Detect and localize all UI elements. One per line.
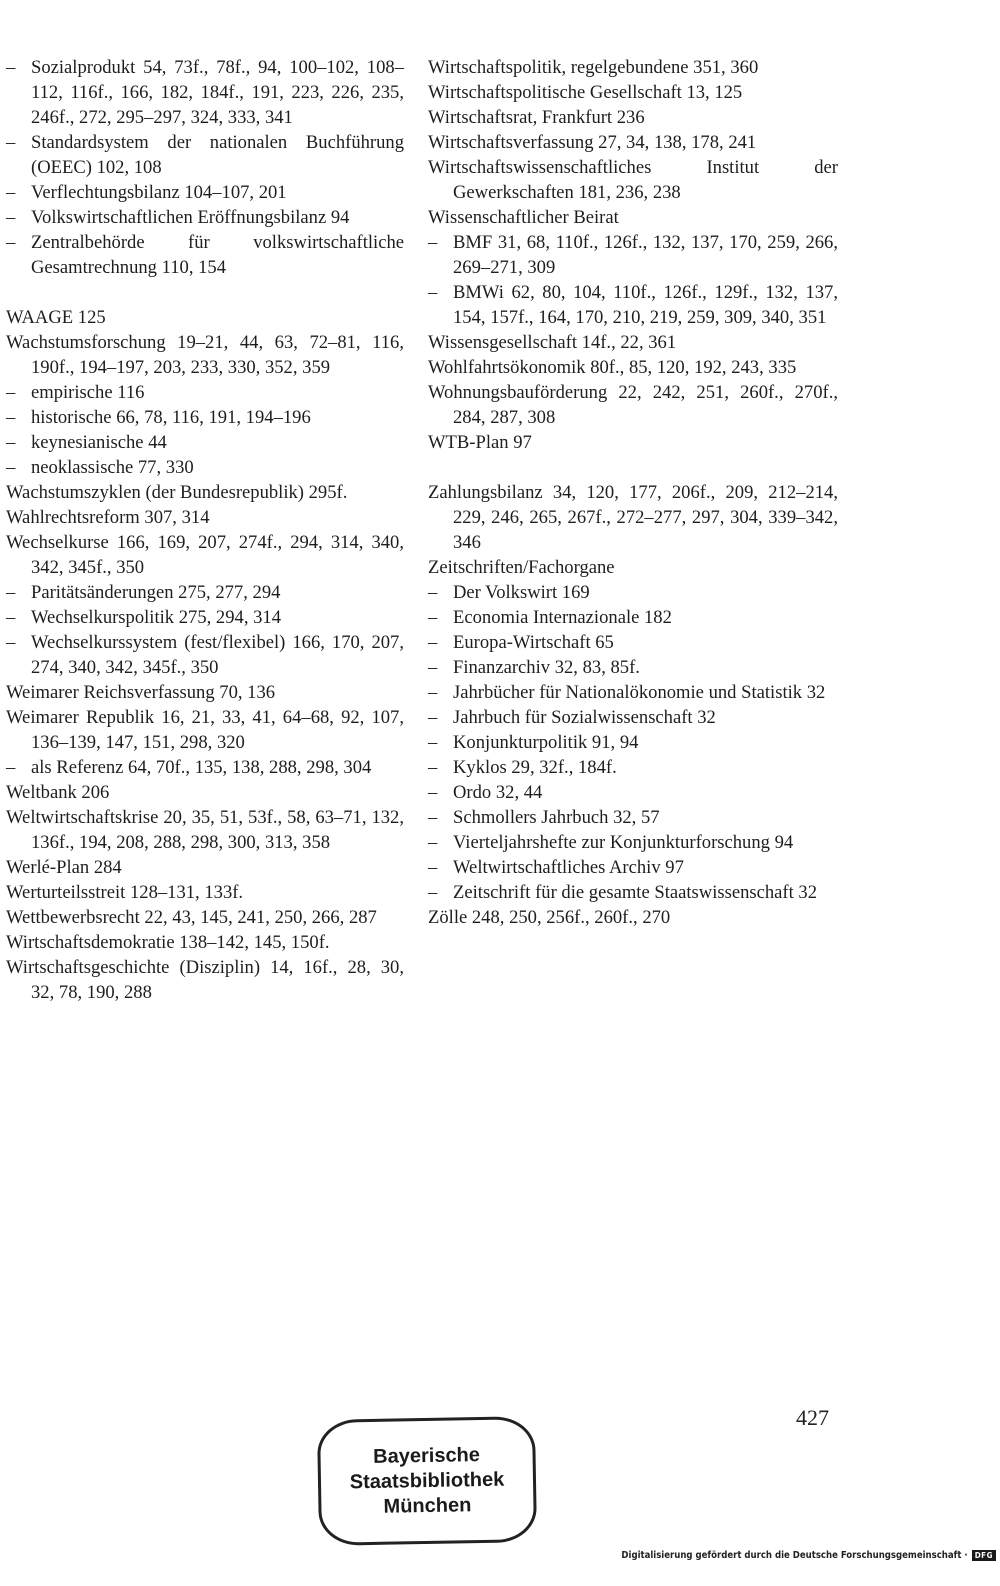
index-entry: Wirtschaftsverfassung 27, 34, 138, 178, 241 xyxy=(428,132,757,153)
index-subentry: – Schmollers Jahrbuch 32, 57 xyxy=(428,805,838,830)
index-entry: Werturteilsstreit 128–131, 133f. xyxy=(6,882,244,903)
index-entry: Wirtschaftswissenschaftliches Institut der Gewerkschaften 181, 236, 238 xyxy=(428,157,838,203)
index-subentry: – Economia Internazionale 182 xyxy=(428,605,838,630)
index-subentry: – Finanzarchiv 32, 83, 85f. xyxy=(428,655,838,680)
index-entry: Wahlrechtsreform 307, 314 xyxy=(6,507,210,528)
index-subentry: – BMWi 62, 80, 104, 110f., 126f., 129f., 132, 137, 154, 157f., 164, 170, 210, 219, 259, 309, 340, 351 xyxy=(428,280,838,330)
index-subentry: – Jahrbuch für Sozialwissenschaft 32 xyxy=(428,705,838,730)
stamp-line: Bayerische xyxy=(372,1443,481,1468)
index-entry: Wohnungsbauförderung 22, 242, 251, 260f., 270f., 284, 287, 308 xyxy=(428,382,838,428)
index-column-left xyxy=(6,55,404,1005)
index-subentry: – Wechselkurssystem (fest/flexibel) 166, 170, 207, 274, 340, 342, 345f., 350 xyxy=(6,630,404,680)
index-entry: WTB-Plan 97 xyxy=(428,432,532,453)
index-subentry: – Zeitschrift für die gesamte Staatswissenschaft 32 xyxy=(428,880,838,905)
index-entry: WAAGE 125 xyxy=(6,307,106,328)
index-subentry: – Europa-Wirtschaft 65 xyxy=(428,630,838,655)
index-subentry: – Ordo 32, 44 xyxy=(428,780,838,805)
index-entry: Weltbank 206 xyxy=(6,782,110,803)
index-entry: Weimarer Republik 16, 21, 33, 41, 64–68, 92, 107, 136–139, 147, 151, 298, 320 xyxy=(6,707,404,753)
index-subentry: – BMF 31, 68, 110f., 126f., 132, 137, 170, 259, 266, 269–271, 309 xyxy=(428,230,838,280)
index-entry: Wettbewerbsrecht 22, 43, 145, 241, 250, 266, 287 xyxy=(6,907,377,928)
stamp-line: Staatsbibliothek xyxy=(349,1468,505,1493)
index-subentry: – keynesianische 44 xyxy=(6,430,404,455)
index-entry: Zahlungsbilanz 34, 120, 177, 206f., 209, 212–214, 229, 246, 265, 267f., 272–277, 297, 304, 339–342, 346 xyxy=(428,482,838,553)
index-entry: Wissenschaftlicher Beirat xyxy=(428,207,619,228)
index-entry: Wechselkurse 166, 169, 207, 274f., 294, 314, 340, 342, 345f., 350 xyxy=(6,532,404,578)
index-subentry: – Vierteljahrshefte zur Konjunkturforschung 94 xyxy=(428,830,838,855)
index-entry: Zölle 248, 250, 256f., 260f., 270 xyxy=(428,907,671,928)
index-entry: Wirtschaftsdemokratie 138–142, 145, 150f. xyxy=(6,932,330,953)
index-entry: Wachstumsforschung 19–21, 44, 63, 72–81, 116, 190f., 194–197, 203, 233, 330, 352, 359 xyxy=(6,332,404,378)
digitization-footer xyxy=(621,1550,996,1561)
index-subentry: – neoklassische 77, 330 xyxy=(6,455,404,480)
index-entry: Wirtschaftsgeschichte (Disziplin) 14, 16f., 28, 30, 32, 78, 190, 288 xyxy=(6,957,404,1003)
index-subentry: – empirische 116 xyxy=(6,380,404,405)
index-subentry: – Volkswirtschaftlichen Eröffnungsbilanz 94 xyxy=(6,205,404,230)
section-gap xyxy=(6,280,404,305)
index-column-right xyxy=(428,55,838,930)
index-entry: Wirtschaftspolitik, regelgebundene 351, 360 xyxy=(428,57,759,78)
index-subentry: – Wechselkurspolitik 275, 294, 314 xyxy=(6,605,404,630)
index-entry: Wohlfahrtsökonomik 80f., 85, 120, 192, 243, 335 xyxy=(428,357,797,378)
index-subentry: – historische 66, 78, 116, 191, 194–196 xyxy=(6,405,404,430)
index-entry: Wirtschaftsrat, Frankfurt 236 xyxy=(428,107,645,128)
index-entry: Wachstumszyklen (der Bundesrepublik) 295f. xyxy=(6,482,348,503)
index-entry: Weimarer Reichsverfassung 70, 136 xyxy=(6,682,276,703)
stamp-line: München xyxy=(383,1493,472,1518)
index-subentry: – Weltwirtschaftliches Archiv 97 xyxy=(428,855,838,880)
library-stamp xyxy=(317,1416,537,1546)
index-entry: Weltwirtschaftskrise 20, 35, 51, 53f., 58, 63–71, 132, 136f., 194, 208, 288, 298, 300, 313, 358 xyxy=(6,807,404,853)
dfg-logo-icon: DFG xyxy=(972,1550,996,1561)
index-subentry: – Verflechtungsbilanz 104–107, 201 xyxy=(6,180,404,205)
index-subentry: – Der Volkswirt 169 xyxy=(428,580,838,605)
index-subentry: – Jahrbücher für Nationalökonomie und Statistik 32 xyxy=(428,680,838,705)
index-subentry: – Sozialprodukt 54, 73f., 78f., 94, 100–102, 108–112, 116f., 166, 182, 184f., 191, 223, 226, 235, 246f., 272, 295–297, 324, 333, 341 xyxy=(6,55,404,130)
index-entry: Wirtschaftspolitische Gesellschaft 13, 125 xyxy=(428,82,743,103)
page-number: 427 xyxy=(796,1405,829,1430)
index-entry: Werlé-Plan 284 xyxy=(6,857,122,878)
index-subentry: – Konjunkturpolitik 91, 94 xyxy=(428,730,838,755)
index-subentry: – als Referenz 64, 70f., 135, 138, 288, 298, 304 xyxy=(6,755,404,780)
index-subentry: – Zentralbehörde für volkswirtschaftliche Gesamtrechnung 110, 154 xyxy=(6,230,404,280)
index-entry: Zeitschriften/Fachorgane xyxy=(428,557,615,578)
section-gap xyxy=(428,455,838,480)
footer-text: Digitalisierung gefördert durch die Deutsche Forschungsgemeinschaft · xyxy=(621,1550,968,1561)
index-subentry: – Paritätsänderungen 275, 277, 294 xyxy=(6,580,404,605)
index-subentry: – Standardsystem der nationalen Buchführung (OEEC) 102, 108 xyxy=(6,130,404,180)
index-entry: Wissensgesellschaft 14f., 22, 361 xyxy=(428,332,677,353)
index-subentry: – Kyklos 29, 32f., 184f. xyxy=(428,755,838,780)
